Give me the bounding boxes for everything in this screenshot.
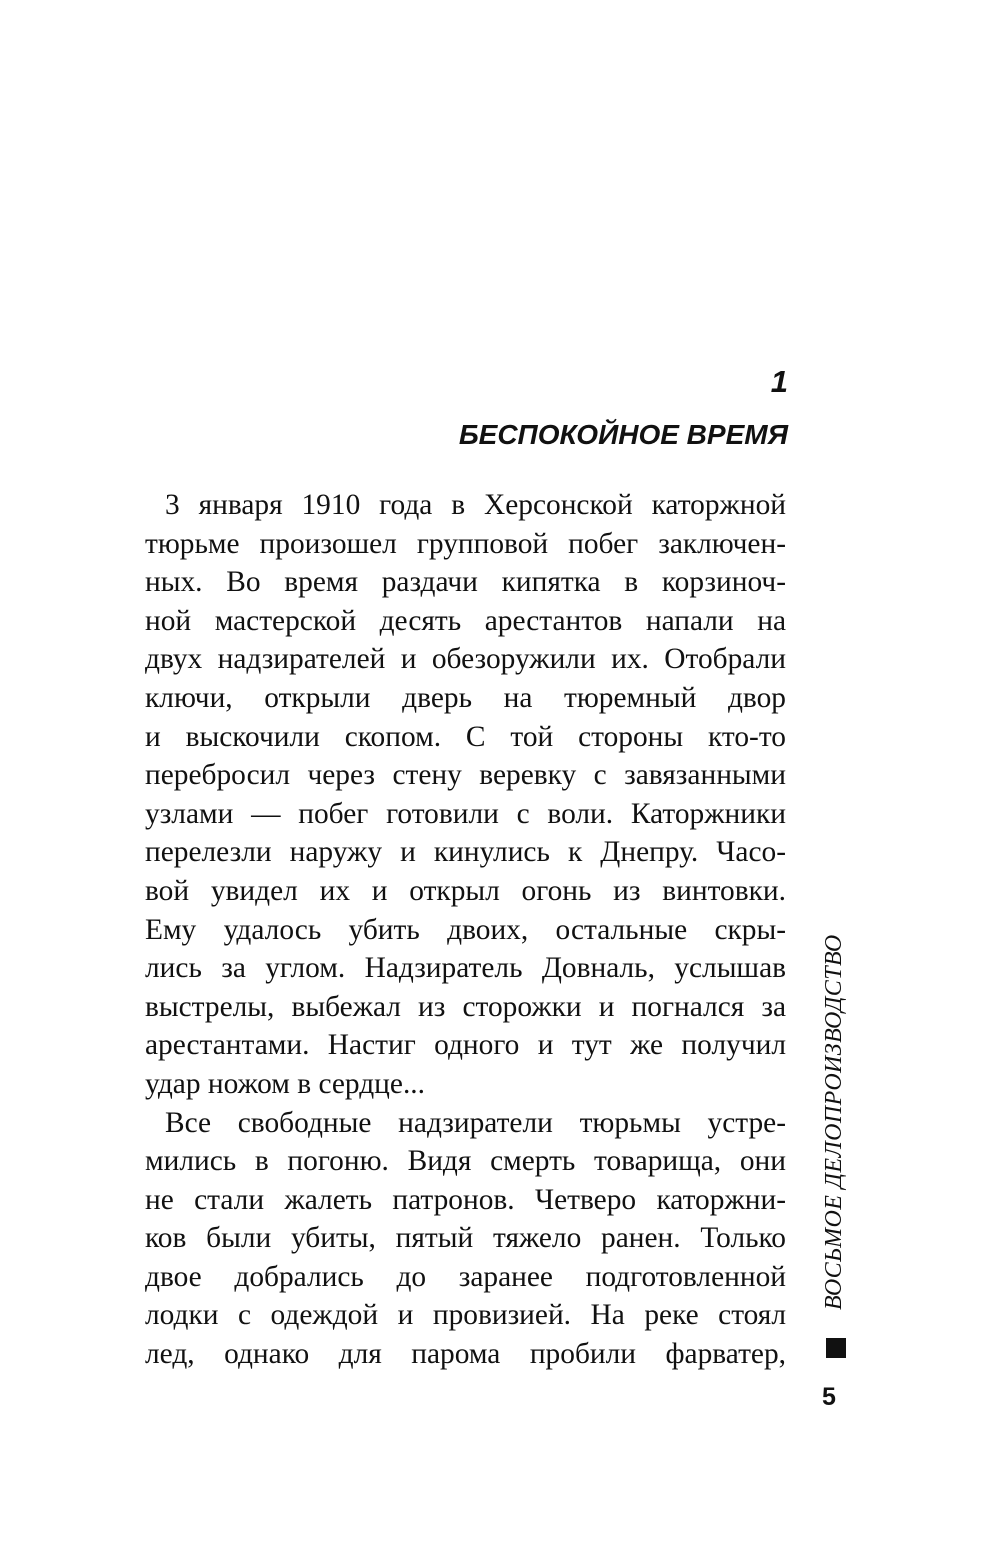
text-line: выстрелы, выбежал из сторожки и погнался за bbox=[145, 990, 786, 1023]
text-line: двух надзирателей и обезоружили их. Отобрали bbox=[145, 643, 786, 676]
text-line: мились в погоню. Видя смерть товарища, они bbox=[145, 1145, 786, 1178]
running-head: ВОСЬМОЕ ДЕЛОПРОИЗВОДСТВО bbox=[821, 934, 847, 1310]
text-line: удар ножом в сердце... bbox=[145, 1067, 425, 1100]
text-line: перелезли наружу и кинулись к Днепру. Часо- bbox=[145, 836, 786, 869]
page-number: 5 bbox=[822, 1383, 836, 1411]
text-line: 3 января 1910 года в Херсонской каторжной bbox=[165, 489, 786, 521]
text-line: ных. Во время раздачи кипятка в корзиноч- bbox=[145, 566, 786, 599]
text-line: ной мастерской десять арестантов напали на bbox=[145, 604, 786, 637]
text-line: лись за углом. Надзиратель Довналь, услышав bbox=[145, 952, 786, 985]
text-line: ков были убиты, пятый тяжело ранен. Только bbox=[145, 1222, 786, 1255]
text-line: вой увидел их и открыл огонь из винтовки. bbox=[145, 874, 786, 907]
text-line: не стали жалеть патронов. Четверо каторжни- bbox=[145, 1183, 786, 1216]
chapter-number: 1 bbox=[770, 364, 788, 399]
body-text bbox=[145, 486, 786, 1374]
text-line: перебросил через стену веревку с завязанными bbox=[145, 759, 786, 792]
text-line: и выскочили скопом. С той стороны кто-то bbox=[145, 720, 786, 753]
text-line: лед, однако для парома пробили фарватер, bbox=[145, 1338, 786, 1371]
text-line: двое добрались до заранее подготовленной bbox=[145, 1260, 786, 1293]
text-line: узлами — побег готовили с воли. Каторжники bbox=[145, 797, 786, 830]
text-line: Все свободные надзиратели тюрьмы устре- bbox=[165, 1106, 786, 1139]
text-line: лодки с одеждой и провизией. На реке стоял bbox=[145, 1299, 786, 1332]
square-marker-icon bbox=[826, 1338, 846, 1358]
chapter-title: БЕСПОКОЙНОЕ ВРЕМЯ bbox=[458, 419, 788, 450]
text-line: арестантами. Настиг одного и тут же получил bbox=[145, 1029, 786, 1062]
text-line: ключи, открыли дверь на тюремный двор bbox=[145, 681, 786, 714]
text-line: Ему удалось убить двоих, остальные скры- bbox=[145, 913, 786, 946]
text-line: тюрьме произошел групповой побег заключен- bbox=[145, 527, 786, 560]
